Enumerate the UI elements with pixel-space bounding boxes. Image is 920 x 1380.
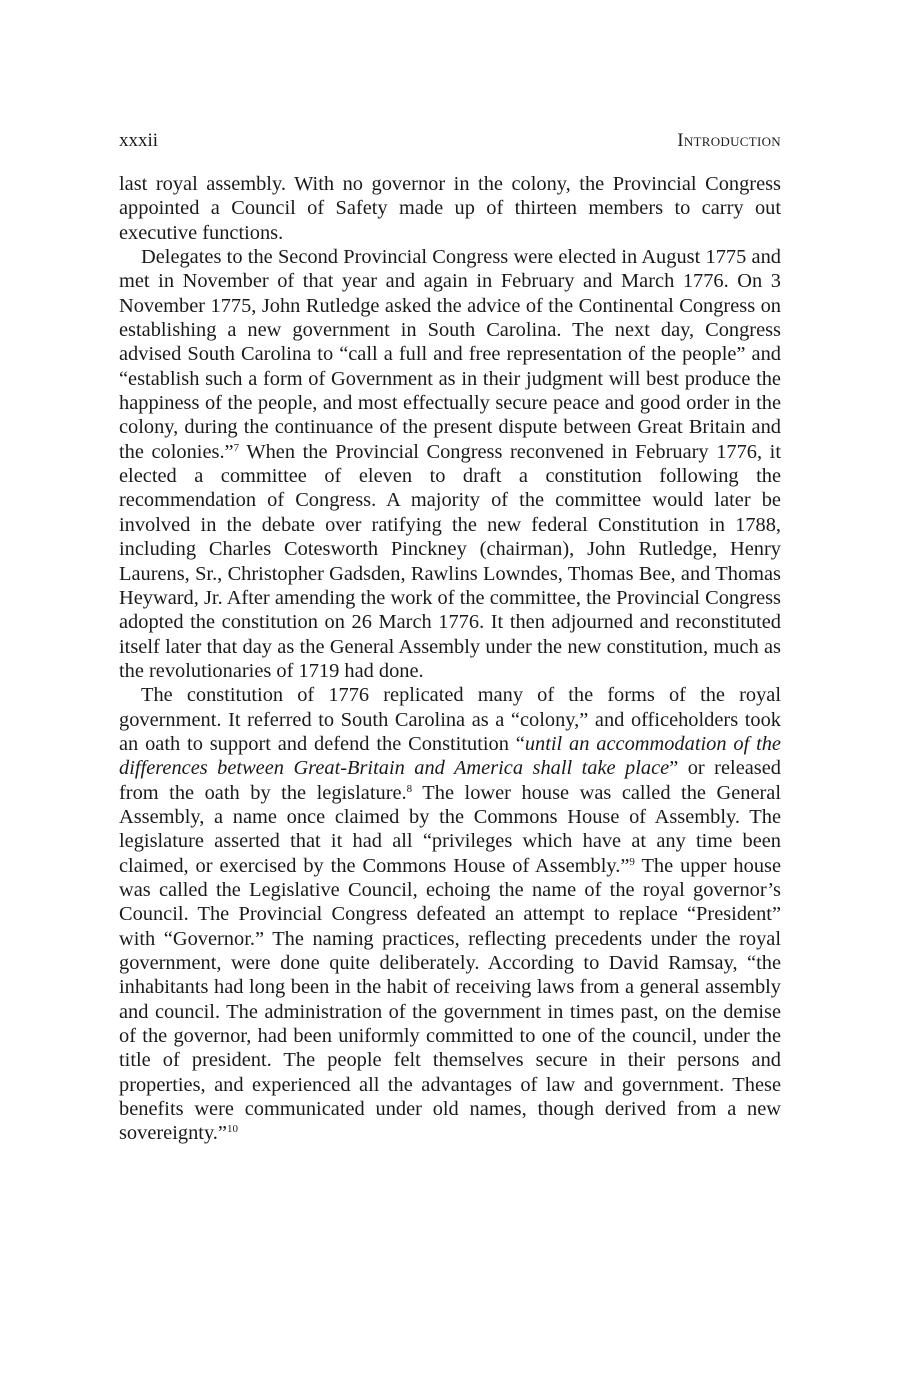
- footnote-ref[interactable]: 9: [629, 855, 635, 868]
- book-page: [119, 128, 781, 1146]
- footnote-ref[interactable]: 7: [233, 441, 240, 454]
- text-run: last royal assembly. With no governor in the colony, the Provincial Congress appointed a Council of Safety made up of thirteen members to carry out executive functions.: [119, 173, 781, 244]
- page-number: xxxii: [119, 130, 159, 151]
- text-run: When the Provincial Congress reconvened in February 1776, it elected a committee of eleven to draft a constitution following the recommendation of Congress. A majority of the committee would later be involved in the debate over ratifying the new federal Constitution in 1788, including Charles Cotesworth Pinckney (chairman), John Rutledge, Henry Laurens, Sr., Christopher Gadsden, Rawlins Lowndes, Thomas Bee, and Thomas Heyward, Jr. After amending the work of the committee, the Provincial Congress adopted the constitution on 26 March 1776. It then adjourned and reconstituted itself later that day as the General Assembly under the new constitution, much as the revolutionaries of 1719 had done.: [119, 440, 782, 682]
- running-head: [119, 128, 781, 154]
- paragraph: [119, 683, 781, 1146]
- footnote-ref[interactable]: 10: [226, 1123, 238, 1136]
- paragraph: [119, 245, 781, 683]
- italic-quote: until an accommodation of the differences between Great-Britain and America shall take place: [119, 732, 781, 780]
- paragraph: [119, 172, 781, 245]
- text-run: Delegates to the Second Provincial Congress were elected in August 1775 and met in November of that year and again in February and March 1776. On 3 November 1775, John Rutledge asked the advice of the Continental Congress on establishing a new government in South Carolina. The next day, Congress advised South Carolina to “call a full and free representation of the people” and “establish such a form of Government as in their judgment will best produce the happiness of the people, and most effectually secure peace and good order in the colony, during the continuance of the present dispute between Great Britain and the colonies.”: [119, 246, 781, 463]
- text-run: ” or released from the oath by the legislature.: [119, 757, 781, 804]
- footnote-ref[interactable]: 8: [406, 782, 413, 795]
- text-run: The upper house was called the Legislative Council, echoing the name of the royal governor’s Council. The Provincial Congress defeated an attempt to replace “President” with “Governor.” The naming practices, reflecting precedents under the royal government, were done quite deliberately. According to David Ramsay, “the inhabitants had long been in the habit of receiving laws from a general assembly and council. The administration of the government in times past, on the demise of the governor, had been uniformly committed to one of the council, under the title of president. The people felt themselves secure in their persons and properties, and experienced all the advantages of law and government. These benefits were communicated under old names, though derived from a new sovereignty.”: [119, 854, 781, 1145]
- section-title: Introduction: [677, 130, 781, 151]
- text-run: The constitution of 1776 replicated many of the forms of the royal government. It referred to South Carolina as a “colony,” and officeholders took an oath to support and defend the Constitution “: [119, 684, 781, 755]
- body-text: [119, 172, 781, 1146]
- text-run: The lower house was called the General Assembly, a name once claimed by the Commons House of Assembly. The legislature asserted that it had all “privileges which have at any time been claimed, or exercised by the Commons House of Assembly.”: [119, 781, 782, 877]
